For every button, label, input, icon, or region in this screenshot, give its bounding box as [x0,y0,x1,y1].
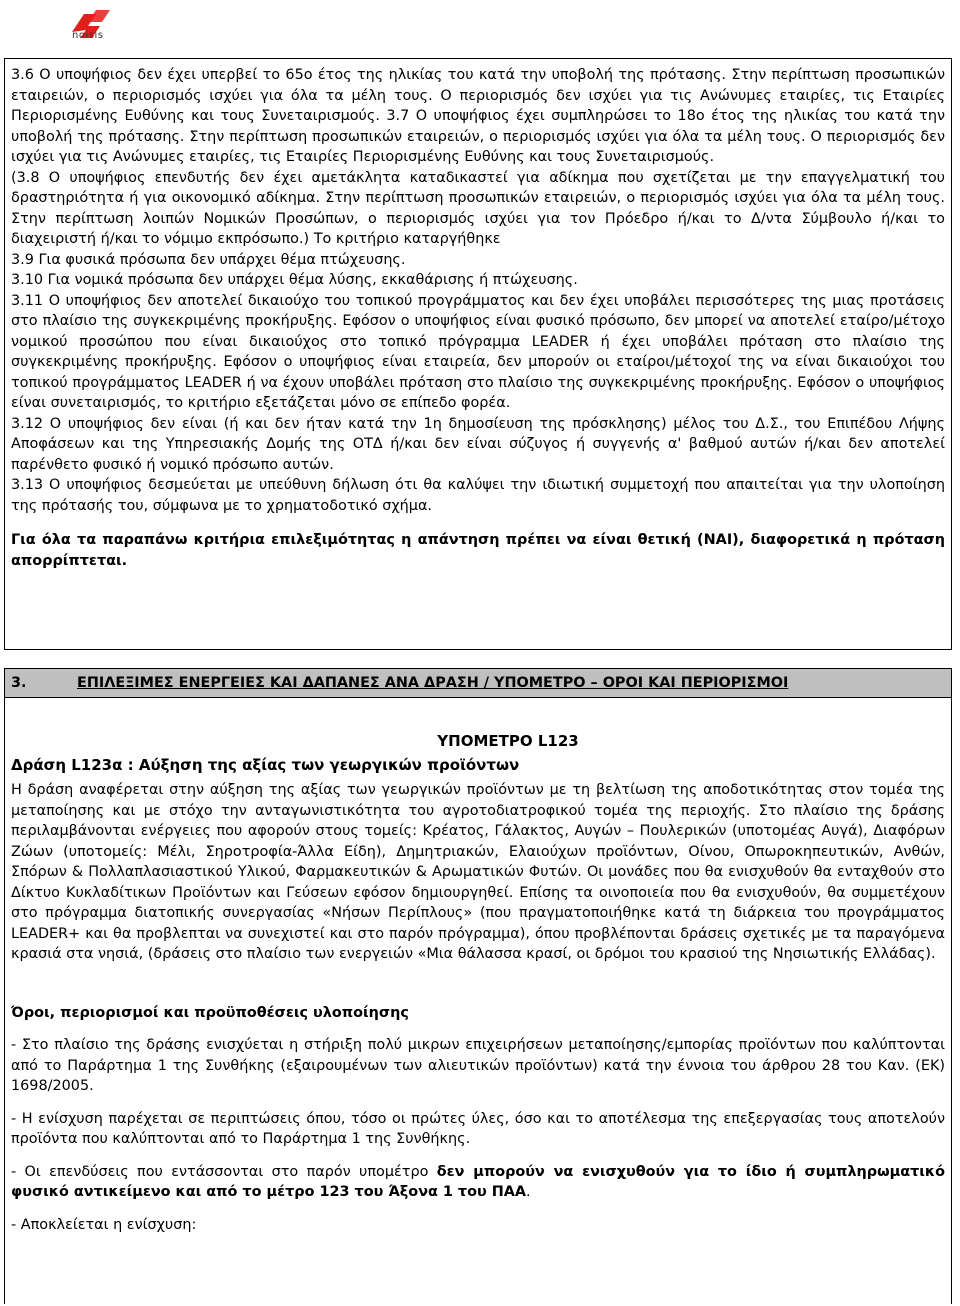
criteria-3-10: 3.10 Για νομικά πρόσωπα δεν υπάρχει θέμα λύσης, εκκαθάρισης ή πτώχευσης. [11,272,578,288]
criteria-3-12: 3.12 Ο υποψήφιος δεν είναι (ή και δεν ήταν κατά την 1η δημοσίευση της πρόσκλησης) μέλος του Δ.Σ., του Επιπέδου Λήψης Αποφάσεων και της Υπηρεσιακής Δομής της ΟΤΔ ή/και δεν είναι σύζυγος ή συγγενής α' βαθμού αυτών ή/και δεν αποτελεί παρένθετο φυσικό ή νομικό πρόσωπο αυτών. [11,415,945,473]
section-number: 3. [11,675,27,691]
criteria-3-8: (3.8 Ο υποψήφιος επενδυτής δεν έχει αμετάκλητα καταδικαστεί για αδίκημα που σχετίζεται με την επαγγελματική του δραστηριότητα ή για οικονομικό αδίκημα. Στην περίπτωση προσωπικών εταιρειών, ο περιορισμός ισχύει για όλα τα μέλη τους. Στην περίπτωση λοιπών Νομικών Προσώπων, ο περιορισμός ισχύει για τον Πρόεδρο ή/και το Δ/ντα Σύμβουλο ή/και το διαχειριστή ή/και το νόμιμο εκπρόσωπο.) Το κριτήριο καταργήθηκε [11,169,945,247]
logo-brand: noisis [72,30,104,41]
condition-3-bold: δεν μπορούν να ενισχυθούν για το ίδιο ή συμπληρωματικό φυσικό αντικείμενο και από το μέτρο 123 του Άξονα 1 του ΠΑΑ [11,1163,945,1200]
noisis-logo-icon [66,6,126,50]
criteria-3-11: 3.11 Ο υποψήφιος δεν αποτελεί δικαιούχο του τοπικού προγράμματος και δεν έχει υποβάλει περισσότερες της μιας προτάσεις στο πλαίσιο της συγκεκριμένης προκήρυξης. Εφόσον ο υποψήφιος είναι φυσικό πρόσωπο, δεν μπορεί να αποτελεί εταίρο/μέτοχο νομικού προσώπου που είναι δικαιούχος στο τοπικό πρόγραμμα LEADER ή έχει υποβάλει πρόταση στο πλαίσιο της συγκεκριμένης προκήρυξης. Εφόσον ο υποψήφιος είναι εταιρεία, δεν μπορούν οι εταίροι/μέτοχοί της να είναι δικαιούχοι του τοπικού προγράμματος LEADER ή να έχουν υποβάλει πρόταση στο πλαίσιο της συγκεκριμένης προκήρυξης. Εφόσον ο υποψήφιος είναι συνεταιρισμός, το κριτήριο εξετάζεται μόνο σε επίπεδο φορέα. [11,292,945,411]
condition-3-text: - Οι επενδύσεις που εντάσσονται στο παρόν υπομέτρο [11,1163,437,1180]
condition-3 [11,1162,945,1203]
criteria-box [4,58,952,650]
criteria-conclusion: Για όλα τα παραπάνω κριτήρια επιλεξιμότητας η απάντηση πρέπει να είναι θετική (ΝΑΙ), διαφορετικά η πρόταση απορρίπτεται. [11,532,945,569]
condition-2: - Η ενίσχυση παρέχεται σε περιπτώσεις όπου, τόσο οι πρώτες ύλες, όσο και το αποτέλεσμα της επεξεργασίας τους αποτελούν προϊόντα που καλύπτονται από το Παράρτημα 1 της Συνθήκης. [11,1110,945,1147]
action-title: Δράση L123α : Αύξηση της αξίας των γεωργικών προϊόντων [11,756,520,774]
criteria-3-9: 3.9 Για φυσικά πρόσωπα δεν υπάρχει θέμα πτώχευσης. [11,251,406,268]
condition-3-end: . [526,1184,531,1200]
section-title: ΕΠΙΛΕΞΙΜΕΣ ΕΝΕΡΓΕΙΕΣ ΚΑΙ ΔΑΠΑΝΕΣ ΑΝΑ ΔΡΑΣΗ / ΥΠΟΜΕΤΡΟ – ΟΡΟΙ ΚΑΙ ΠΕΡΙΟΡΙΣΜΟΙ [77,675,789,691]
criteria-3-13: 3.13 Ο υποψήφιος δεσμεύεται με υπεύθυνη δήλωση ότι θα καλύψει την ιδιωτική συμμετοχή που απαιτείται για την υλοποίηση της πρότασής του, σύμφωνα με το χρηματοδοτικό σχήμα. [11,477,945,514]
condition-1: - Στο πλαίσιο της δράσης ενισχύεται η στήριξη πολύ μικρων επιχειρήσεων μεταποίησης/εμπορίας προϊόντων που καλύπτονται από το Παράρτημα 1 της Συνθήκης (εξαιρουμένων των αλιευτικών προϊόντων) κατά την έννοια του άρθρου 28 του Καν. (ΕΚ) 1698/2005. [11,1037,945,1094]
action-description: Η δράση αναφέρεται στην αύξηση της αξίας των γεωργικών προϊόντων με τη βελτίωση της αποδοτικότητας στον τομέα της μεταποίησης και με στόχο την ανταγωνιστικότητα του αγροτοδιατροφικού τομέα της περιοχής. Στο πλαίσιο της δράσης περιλαμβάνονται ενέργειες που αφορούν στους τομείς: Κρέατος, Γάλακτος, Αυγών – Πουλερικών (υποτομέας Αυγά), Διαφόρων Ζώων (υποτομείς: Μέλι, Σηροτροφία-Άλλα Είδη), Δημητριακών, Ελαιούχων προϊόντων, Οίνου, Οπωροκηπευτικών, Ανθών, Σπόρων & Πολλαπλασιαστικού Υλικού, Φαρμακευτικών & Αρωματικών Φυτών. Οι μονάδες που θα ενισχυθούν θα ενταχθούν στο Δίκτυο Κυκλαδίτικων Προϊόντων και Γεύσεων εφόσον δημιουργηθεί. Επίσης τα οινοποιεία που θα ενισχυθούν, θα συμμετέχουν στο πρόγραμμα διατοπικής συνεργασίας «Νήσων Περίπλους» (που πραγματοποιήθηκε κατά τη διάρκεια του προγράμματος LEADER+ και θα προβλεπται να συνεχιστεί και στο παρόν πρόγραμμα), όπου προβλέπονται δράσεις σχετικές με τα παραγόμενα κρασιά στα νησιά, (δράσεις στο πλαίσιο των ενεργειών «Μια θάλασσα κρασί, οι δρόμοι του κρασιού της Νησιωτικής Ελλάδας). [11,782,945,962]
criteria-3-6-3-7: 3.6 Ο υποψήφιος δεν έχει υπερβεί το 65ο έτος της ηλικίας του κατά την υποβολή της πρότασης. Στην περίπτωση προσωπικών εταιρειών, ο περιορισμός ισχύει για όλα τα μέλη τους. Ο περιορισμός δεν ισχύει για τις Ανώνυμες εταιρίες, τις Εταιρίες Περιορισμένης Ευθύνης και τους Συνεταιρισμούς. 3.7 Ο υποψήφιος έχει συμπληρώσει το 18ο έτος της ηλικίας του κατά την υποβολή της πρότασης. Στην περίπτωση προσωπικών εταιρειών, ο περιορισμός ισχύει για όλα τα μέλη τους. Ο περιορισμός δεν ισχύει για τις Ανώνυμες εταιρίες, τις Εταιρίες Περιορισμένης Ευθύνης και τους Συνεταιρισμούς. [11,67,945,165]
conditions-title: Όροι, περιορισμοί και προϋποθέσεις υλοποίησης [11,1004,409,1021]
section-header [4,668,952,698]
section-body [4,698,952,1304]
condition-4: - Αποκλείεται η ενίσχυση: [11,1216,197,1233]
submeasure-title: ΥΠΟΜΕΤΡΟ L123 [437,732,579,750]
